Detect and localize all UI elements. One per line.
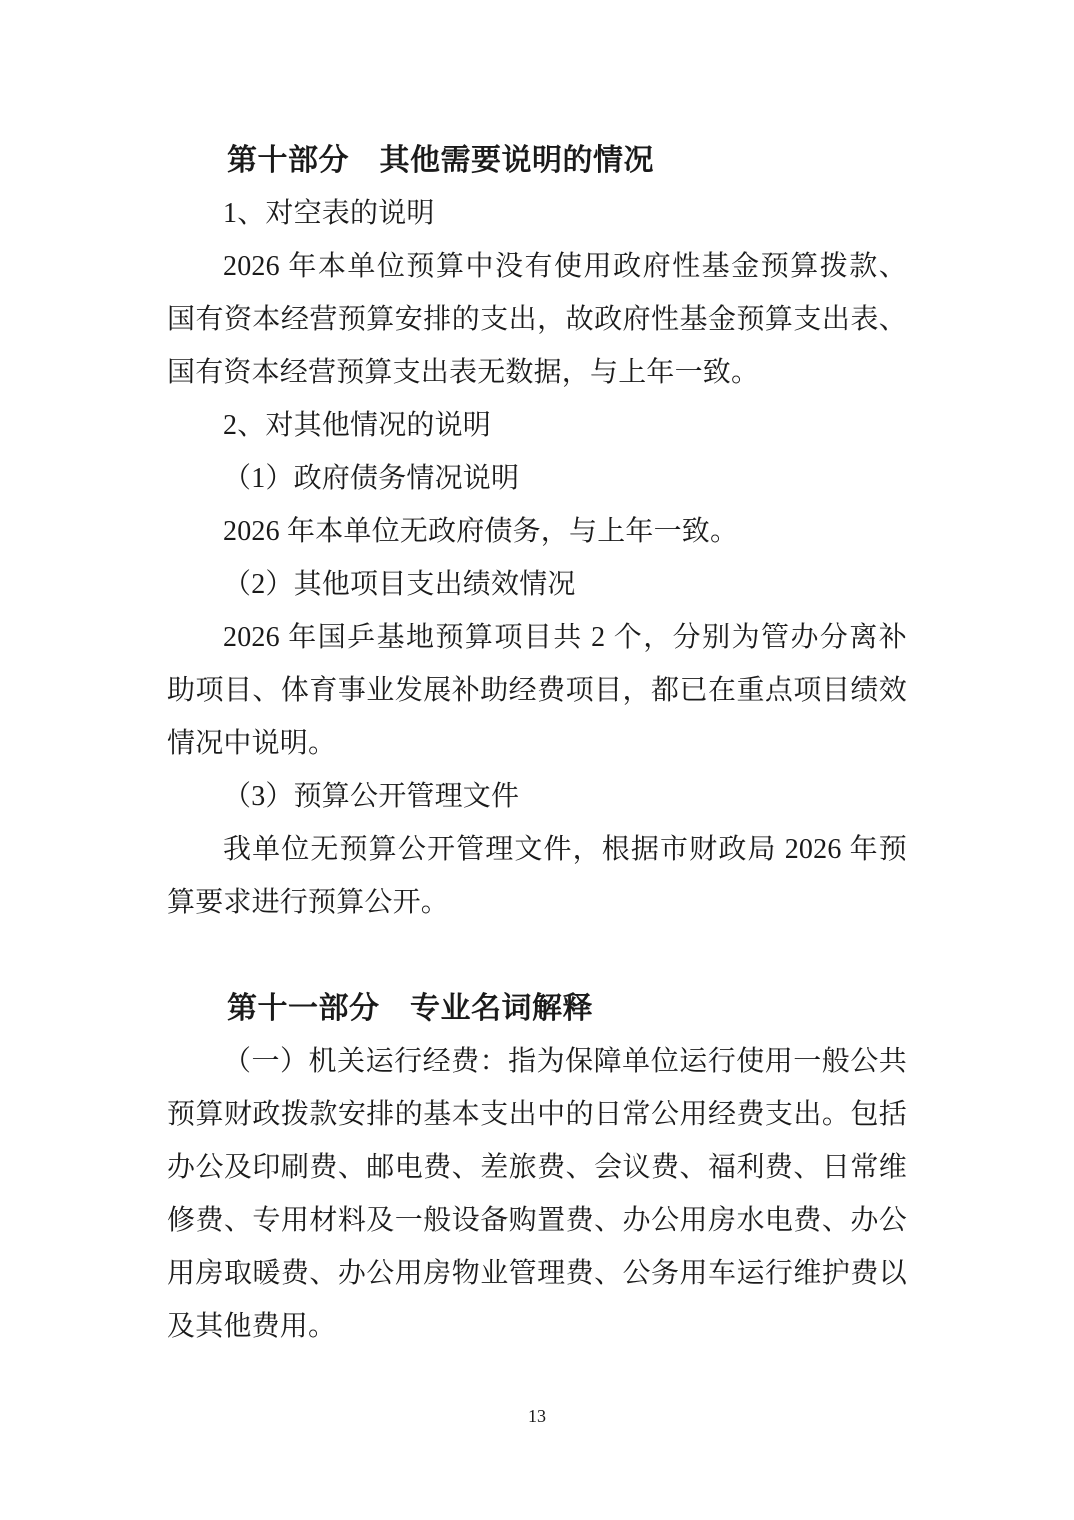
document-content — [167, 134, 907, 1353]
paragraph-other-project-performance-label: （2）其他项目支出绩效情况 — [223, 569, 576, 600]
paragraph-gov-debt-body: 2026 年本单位无政府债务，与上年一致。 — [223, 516, 739, 547]
paragraph-empty-tables-label: 1、对空表的说明 — [223, 198, 435, 229]
paragraph-term-definition-body: （一）机关运行经费：指为保障单位运行使用一般公共预算财政拨款安排的基本支出中的日常公用经费支出。包括办公及印刷费、邮电费、差旅费、会议费、福利费、日常维修费、专用材料及一般设备购置费、办公用房水电费、办公用房取暖费、办公用房物业管理费、公务用车运行维护费以及其他费用。 — [167, 1046, 907, 1342]
paragraph-empty-tables-body: 2026 年本单位预算中没有使用政府性基金预算拨款、国有资本经营预算安排的支出，故政府性基金预算支出表、国有资本经营预算支出表无数据，与上年一致。 — [167, 251, 907, 388]
paragraph-other-situations-label: 2、对其他情况的说明 — [223, 410, 492, 441]
section-heading-part-11: 第十一部分 专业名词解释 — [227, 992, 593, 1025]
section-heading-part-10: 第十部分 其他需要说明的情况 — [227, 144, 654, 177]
paragraph-other-project-performance-body: 2026 年国乒基地预算项目共 2 个，分别为管办分离补助项目、体育事业发展补助经费项目，都已在重点项目绩效情况中说明。 — [167, 622, 907, 759]
paragraph-gov-debt-label: （1）政府债务情况说明 — [223, 463, 520, 494]
paragraph-budget-disclosure-label: （3）预算公开管理文件 — [223, 781, 520, 812]
paragraph-budget-disclosure-body: 我单位无预算公开管理文件，根据市财政局 2026 年预算要求进行预算公开。 — [167, 834, 907, 918]
page-number: 13 — [528, 1406, 546, 1426]
